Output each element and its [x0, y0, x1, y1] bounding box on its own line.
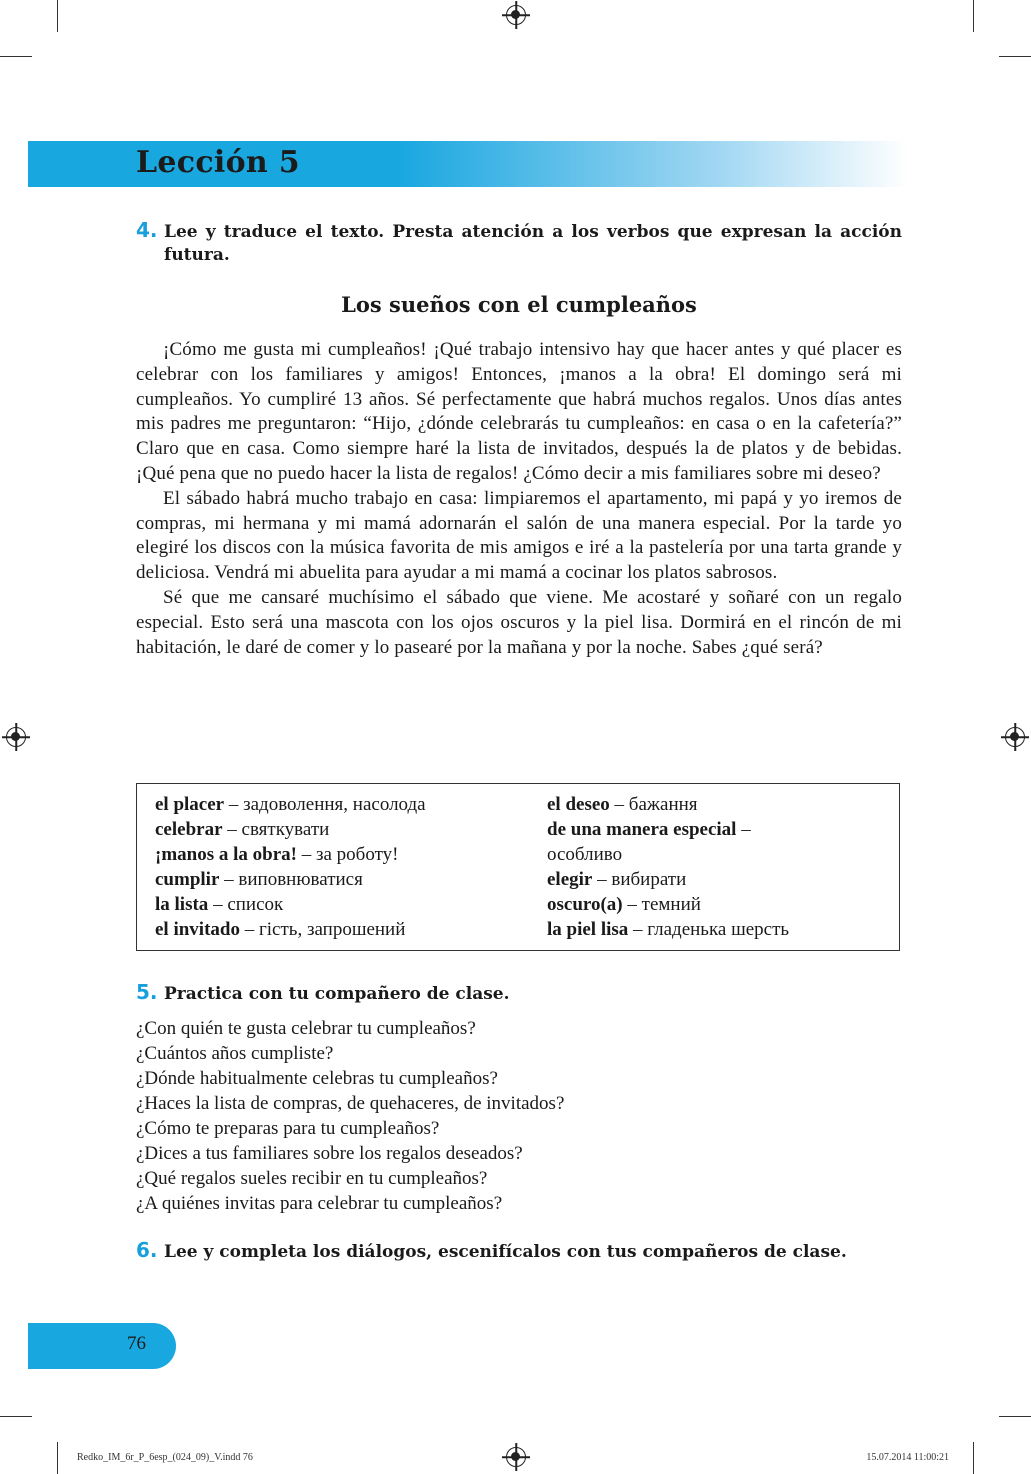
- reading-text: [136, 338, 902, 660]
- question-item: ¿Haces la lista de compras, de quehaceres, de invitados?: [136, 1093, 565, 1114]
- registration-mark-icon: [1005, 727, 1025, 747]
- reading-paragraph: Sé que me cansaré muchísimo el sábado que viene. Me acostaré y soñaré con un regalo especial. Esto será una mascota con los ojos oscuros y la piel lisa. Dormirá en el rincón de mi habitación, le daré de comer y lo pasearé por la mañana y por la noche. Sabes ¿qué será?: [136, 586, 902, 658]
- vocabulary-column-right: [547, 792, 883, 950]
- vocabulary-item: [155, 842, 547, 867]
- reading-paragraph: El sábado habrá mucho trabajo en casa: limpiaremos el apartamento, mi papá y yo iremos de compras, mi hermana y mi mamá adornarán el salón de una manera especial. Por la tarde yo elegiré los discos con la música favorita de mis amigos e iré a la pastelería por una tarta grande y deliciosa. Vendrá mi abuelita para ayudar a mi mamá a cocinar los platos sabrosos.: [136, 487, 902, 584]
- crop-mark: [57, 1442, 58, 1474]
- question-item: ¿A quiénes invitas para celebrar tu cumpleaños?: [136, 1193, 503, 1214]
- vocabulary-term: de una manera especial: [547, 819, 737, 840]
- vocabulary-item: [547, 917, 883, 942]
- vocabulary-term: celebrar: [155, 819, 223, 840]
- vocabulary-term: el placer: [155, 794, 225, 815]
- question-item: ¿Cómo te preparas para tu cumpleaños?: [136, 1118, 440, 1139]
- vocabulary-item: [547, 892, 883, 917]
- reading-title: Los sueños con el cumpleaños: [341, 292, 697, 317]
- vocabulary-term: cumplir: [155, 869, 220, 890]
- exercise-number: 5.: [136, 980, 158, 1004]
- slug-filename: Redko_IM_6r_P_6esp_(024_09)_V.indd 76: [77, 1452, 253, 1463]
- vocabulary-translation: – бажання: [609, 794, 698, 815]
- vocabulary-term: la lista: [155, 894, 209, 915]
- vocabulary-term: la piel lisa: [547, 919, 629, 940]
- exercise-instruction: Lee y traduce el texto. Presta atención a los verbos que expresan la acción futura.: [164, 222, 902, 265]
- vocabulary-translation-continued: особливо: [547, 844, 623, 865]
- vocabulary-term: ¡manos a la obra!: [155, 844, 297, 865]
- vocabulary-term: elegir: [547, 869, 593, 890]
- crop-mark: [0, 1416, 32, 1417]
- vocabulary-item: [547, 792, 883, 817]
- vocabulary-translation: – вибирати: [592, 869, 687, 890]
- vocabulary-translation: – святкувати: [222, 819, 330, 840]
- vocabulary-translation: – список: [208, 894, 284, 915]
- registration-mark-icon: [6, 727, 26, 747]
- lesson-title: Lección 5: [136, 145, 300, 180]
- vocabulary-item: [155, 792, 547, 817]
- vocabulary-term: el deseo: [547, 794, 610, 815]
- question-item: ¿Dices a tus familiares sobre los regalos deseados?: [136, 1143, 523, 1164]
- exercise-number: 4.: [136, 218, 158, 242]
- crop-mark: [57, 0, 58, 32]
- crop-mark: [973, 0, 974, 32]
- vocabulary-term: el invitado: [155, 919, 240, 940]
- vocabulary-box: [136, 783, 900, 951]
- reading-paragraph: ¡Cómo me gusta mi cumpleaños! ¡Qué trabajo intensivo hay que hacer antes y qué placer es celebrar con los familiares y amigos! Entonces, ¡manos a la obra! El domingo será mi cumpleaños. Yo cumpliré 13 años. Sé perfectamente que habrá muchos regalos. Unos días antes mis padres me preguntaron: “Hijo, ¿dónde celebrarás tu cumpleaños: en casa o en la cafetería?” Claro que en casa. Como siempre haré la lista de invitados, después la de platos y de bebidas. ¡Qué pena que no puedo hacer la lista de regalos! ¿Cómo decir a mis familiares sobre mi deseo?: [136, 339, 902, 484]
- exercise-instruction: Practica con tu compañero de clase.: [164, 984, 510, 1004]
- vocabulary-item: [155, 892, 547, 917]
- crop-mark: [973, 1442, 974, 1474]
- vocabulary-translation: – виповнюватися: [219, 869, 363, 890]
- slug-datetime: 15.07.2014 11:00:21: [866, 1452, 949, 1463]
- crop-mark: [999, 1416, 1031, 1417]
- registration-mark-icon: [506, 5, 526, 25]
- question-item: ¿Qué regalos sueles recibir en tu cumpleaños?: [136, 1168, 488, 1189]
- vocabulary-translation: –: [736, 819, 751, 840]
- vocabulary-item: [155, 867, 547, 892]
- crop-mark: [999, 56, 1031, 57]
- question-list: [136, 1016, 902, 1216]
- exercise-number: 6.: [136, 1238, 158, 1262]
- exercise-5: [136, 980, 902, 1006]
- vocabulary-item: [547, 867, 883, 892]
- vocabulary-item: [155, 817, 547, 842]
- vocabulary-translation: – гладенька шерсть: [628, 919, 790, 940]
- registration-mark-icon: [506, 1447, 526, 1467]
- question-item: ¿Dónde habitualmente celebras tu cumpleaños?: [136, 1068, 498, 1089]
- exercise-instruction: Lee y completa los diálogos, escenifícalos con tus compañeros de clase.: [164, 1242, 847, 1262]
- vocabulary-translation: – гість, запрошений: [239, 919, 406, 940]
- vocabulary-term: oscuro(a): [547, 894, 623, 915]
- vocabulary-column-left: [155, 792, 547, 950]
- exercise-4: [136, 218, 902, 267]
- question-item: ¿Con quién te gusta celebrar tu cumpleaños?: [136, 1018, 476, 1039]
- crop-mark: [0, 56, 32, 57]
- question-item: ¿Cuántos años cumpliste?: [136, 1043, 334, 1064]
- exercise-6: [136, 1238, 902, 1264]
- vocabulary-translation: – задоволення, насолода: [224, 794, 426, 815]
- vocabulary-translation: – темний: [622, 894, 701, 915]
- vocabulary-translation: – за роботу!: [296, 844, 399, 865]
- page-number: 76: [127, 1333, 146, 1354]
- vocabulary-item: [155, 917, 547, 942]
- vocabulary-item: [547, 817, 883, 842]
